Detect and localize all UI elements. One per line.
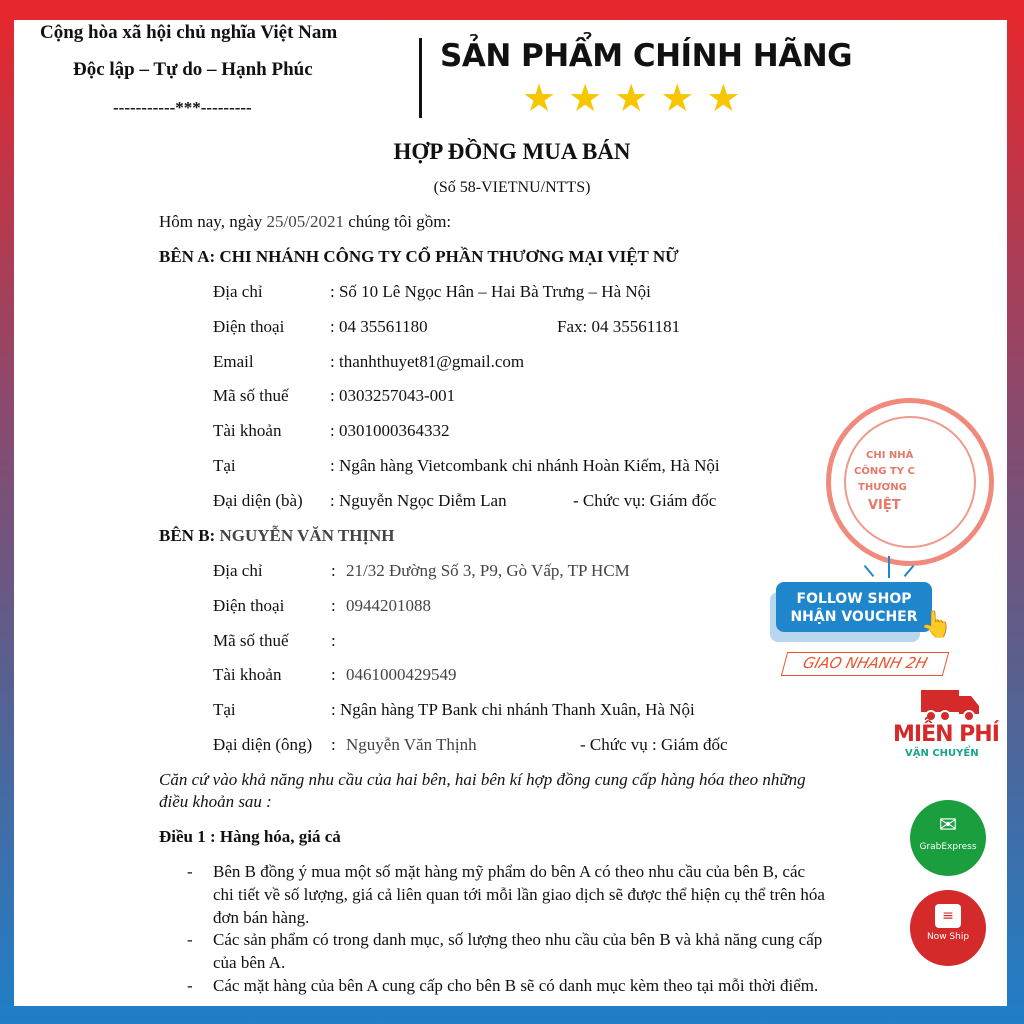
field-colon: : bbox=[331, 700, 336, 720]
header-line-2: Độc lập – Tự do – Hạnh Phúc bbox=[73, 59, 313, 80]
field-label: Mã số thuế bbox=[213, 386, 289, 406]
divider-line bbox=[419, 38, 422, 118]
bullet-text-line: Các sản phẩm có trong danh mục, số lượng theo nhu cầu của bên B và khả năng cung cấp bbox=[213, 930, 823, 950]
rating-stars bbox=[522, 80, 740, 118]
field-colon: : bbox=[331, 665, 336, 685]
free-shipping-label: MIỄN PHÍ bbox=[893, 722, 999, 747]
star-icon: ★ bbox=[568, 78, 603, 120]
field-extra: - Chức vụ : Giám đốc bbox=[580, 735, 728, 754]
party-b-name: NGUYỄN VĂN THỊNH bbox=[219, 526, 395, 545]
star-icon: ★ bbox=[660, 78, 695, 120]
field-colon: : bbox=[331, 595, 336, 615]
field-extra: - Chức vụ: Giám đốc bbox=[573, 490, 717, 510]
party-b-prefix: BÊN B: bbox=[159, 526, 216, 545]
header-line-1: Cộng hòa xã hội chủ nghĩa Việt Nam bbox=[40, 22, 338, 43]
intro-suffix: chúng tôi gồm: bbox=[343, 212, 452, 231]
article-1-heading: Điều 1 : Hàng hóa, giá cả bbox=[159, 827, 341, 846]
menu-icon: ≡ bbox=[935, 904, 961, 928]
document-number: (Số 58-VIETNU/NTTS) bbox=[433, 179, 591, 196]
field-value: : Ngân hàng Vietcombank chi nhánh Hoàn Kiếm, Hà Nội bbox=[330, 456, 720, 475]
follow-shop-button[interactable] bbox=[770, 582, 953, 640]
field-colon: : bbox=[331, 735, 336, 754]
nowship-badge bbox=[910, 890, 986, 966]
grabexpress-badge bbox=[910, 800, 986, 876]
bullet-text-line: Bên B đồng ý mua một số mặt hàng mỹ phẩm do bên A có theo nhu cầu của bên B, các bbox=[213, 862, 806, 881]
field-value: Nguyễn Văn Thịnh bbox=[346, 735, 477, 754]
bullet-dash: - bbox=[187, 862, 193, 881]
company-seal-stamp: CHI NHÁ CÔNG TY C THƯƠNG VIỆT bbox=[826, 398, 908, 568]
intro-prefix: Hôm nay, ngày bbox=[159, 212, 267, 231]
field-value: : 0303257043-001 bbox=[330, 386, 456, 406]
fast-delivery-badge: GIAO NHANH 2H bbox=[781, 652, 949, 676]
field-colon: : bbox=[331, 630, 336, 650]
field-value: 21/32 Đường Số 3, P9, Gò Vấp, TP HCM bbox=[346, 561, 630, 580]
field-value: Ngân hàng TP Bank chi nhánh Thanh Xuân, Hà Nội bbox=[340, 700, 695, 720]
pointing-hand-icon: 👆 bbox=[920, 610, 953, 639]
bullet-text-line: Các mặt hàng của bên A cung cấp cho bên B sẽ có danh mục kèm theo tại mỗi thời điểm. bbox=[213, 976, 819, 995]
intro-date: 25/05/2021 bbox=[266, 212, 344, 231]
bullet-dash: - bbox=[187, 976, 193, 995]
document-title: HỢP ĐỒNG MUA BÁN bbox=[393, 139, 631, 164]
bullet-text-line: của bên A. bbox=[213, 953, 286, 973]
party-a-heading: BÊN A: CHI NHÁNH CÔNG TY CỔ PHẦN THƯƠNG MẠI VIỆT NỮ bbox=[159, 247, 679, 266]
field-label: Tài khoản bbox=[213, 665, 282, 685]
field-label: Địa chỉ bbox=[213, 561, 263, 580]
star-icon: ★ bbox=[614, 78, 649, 120]
party-b-heading bbox=[159, 526, 395, 546]
field-colon: : bbox=[331, 561, 336, 580]
field-value: 0461000429549 bbox=[346, 665, 457, 685]
voucher-label: NHẬN VOUCHER bbox=[790, 609, 918, 625]
shipping-sublabel: VẬN CHUYỂN bbox=[905, 748, 979, 759]
truck-icon bbox=[915, 688, 981, 724]
field-extra: Fax: 04 35561181 bbox=[557, 316, 681, 336]
click-ray bbox=[888, 556, 890, 578]
grab-label: GrabExpress bbox=[919, 842, 977, 852]
preamble-line-2: điều khoản sau : bbox=[159, 792, 272, 811]
follow-label: FOLLOW SHOP bbox=[796, 591, 912, 607]
field-value: : 0301000364332 bbox=[330, 421, 450, 441]
header-line-3: -----------***--------- bbox=[113, 98, 252, 117]
preamble-line-1: Căn cứ vào khả năng nhu cầu của hai bên, hai bên kí hợp đồng cung cấp hàng hóa theo những bbox=[159, 770, 806, 789]
bullet-dash: - bbox=[187, 930, 193, 950]
field-label: Mã số thuế bbox=[213, 630, 289, 650]
field-label: Tài khoản bbox=[213, 421, 282, 441]
genuine-product-banner: SẢN PHẨM CHÍNH HÃNG bbox=[440, 38, 853, 74]
field-value: : Số 10 Lê Ngọc Hân – Hai Bà Trưng – Hà Nội bbox=[330, 282, 651, 301]
bullet-text-line: chi tiết về số lượng, giá cả liên quan tới mỗi lần giao dịch sẽ được thể hiện cụ thể trên hóa bbox=[213, 884, 825, 904]
bullet-text-line: đơn bán hàng. bbox=[213, 907, 310, 927]
field-label: Đại diện (bà) bbox=[213, 490, 303, 510]
package-hand-icon: ✉ bbox=[938, 813, 958, 838]
field-label: Email bbox=[213, 351, 254, 371]
star-icon: ★ bbox=[522, 78, 557, 120]
field-label: Đại diện (ông) bbox=[213, 735, 313, 754]
field-label: Tại bbox=[213, 456, 236, 475]
field-label: Tại bbox=[213, 700, 236, 720]
field-label: Địa chỉ bbox=[213, 282, 263, 301]
field-label: Điện thoại bbox=[213, 316, 285, 336]
field-value: : thanhthuyet81@gmail.com bbox=[330, 351, 525, 371]
now-label: Now Ship bbox=[926, 932, 970, 942]
field-value: : 04 35561180 bbox=[330, 316, 428, 336]
field-value: : Nguyễn Ngọc Diễm Lan bbox=[330, 490, 507, 510]
field-label: Điện thoại bbox=[213, 595, 285, 615]
star-icon: ★ bbox=[706, 78, 741, 120]
field-value: 0944201088 bbox=[346, 595, 431, 615]
intro-line bbox=[159, 212, 451, 232]
